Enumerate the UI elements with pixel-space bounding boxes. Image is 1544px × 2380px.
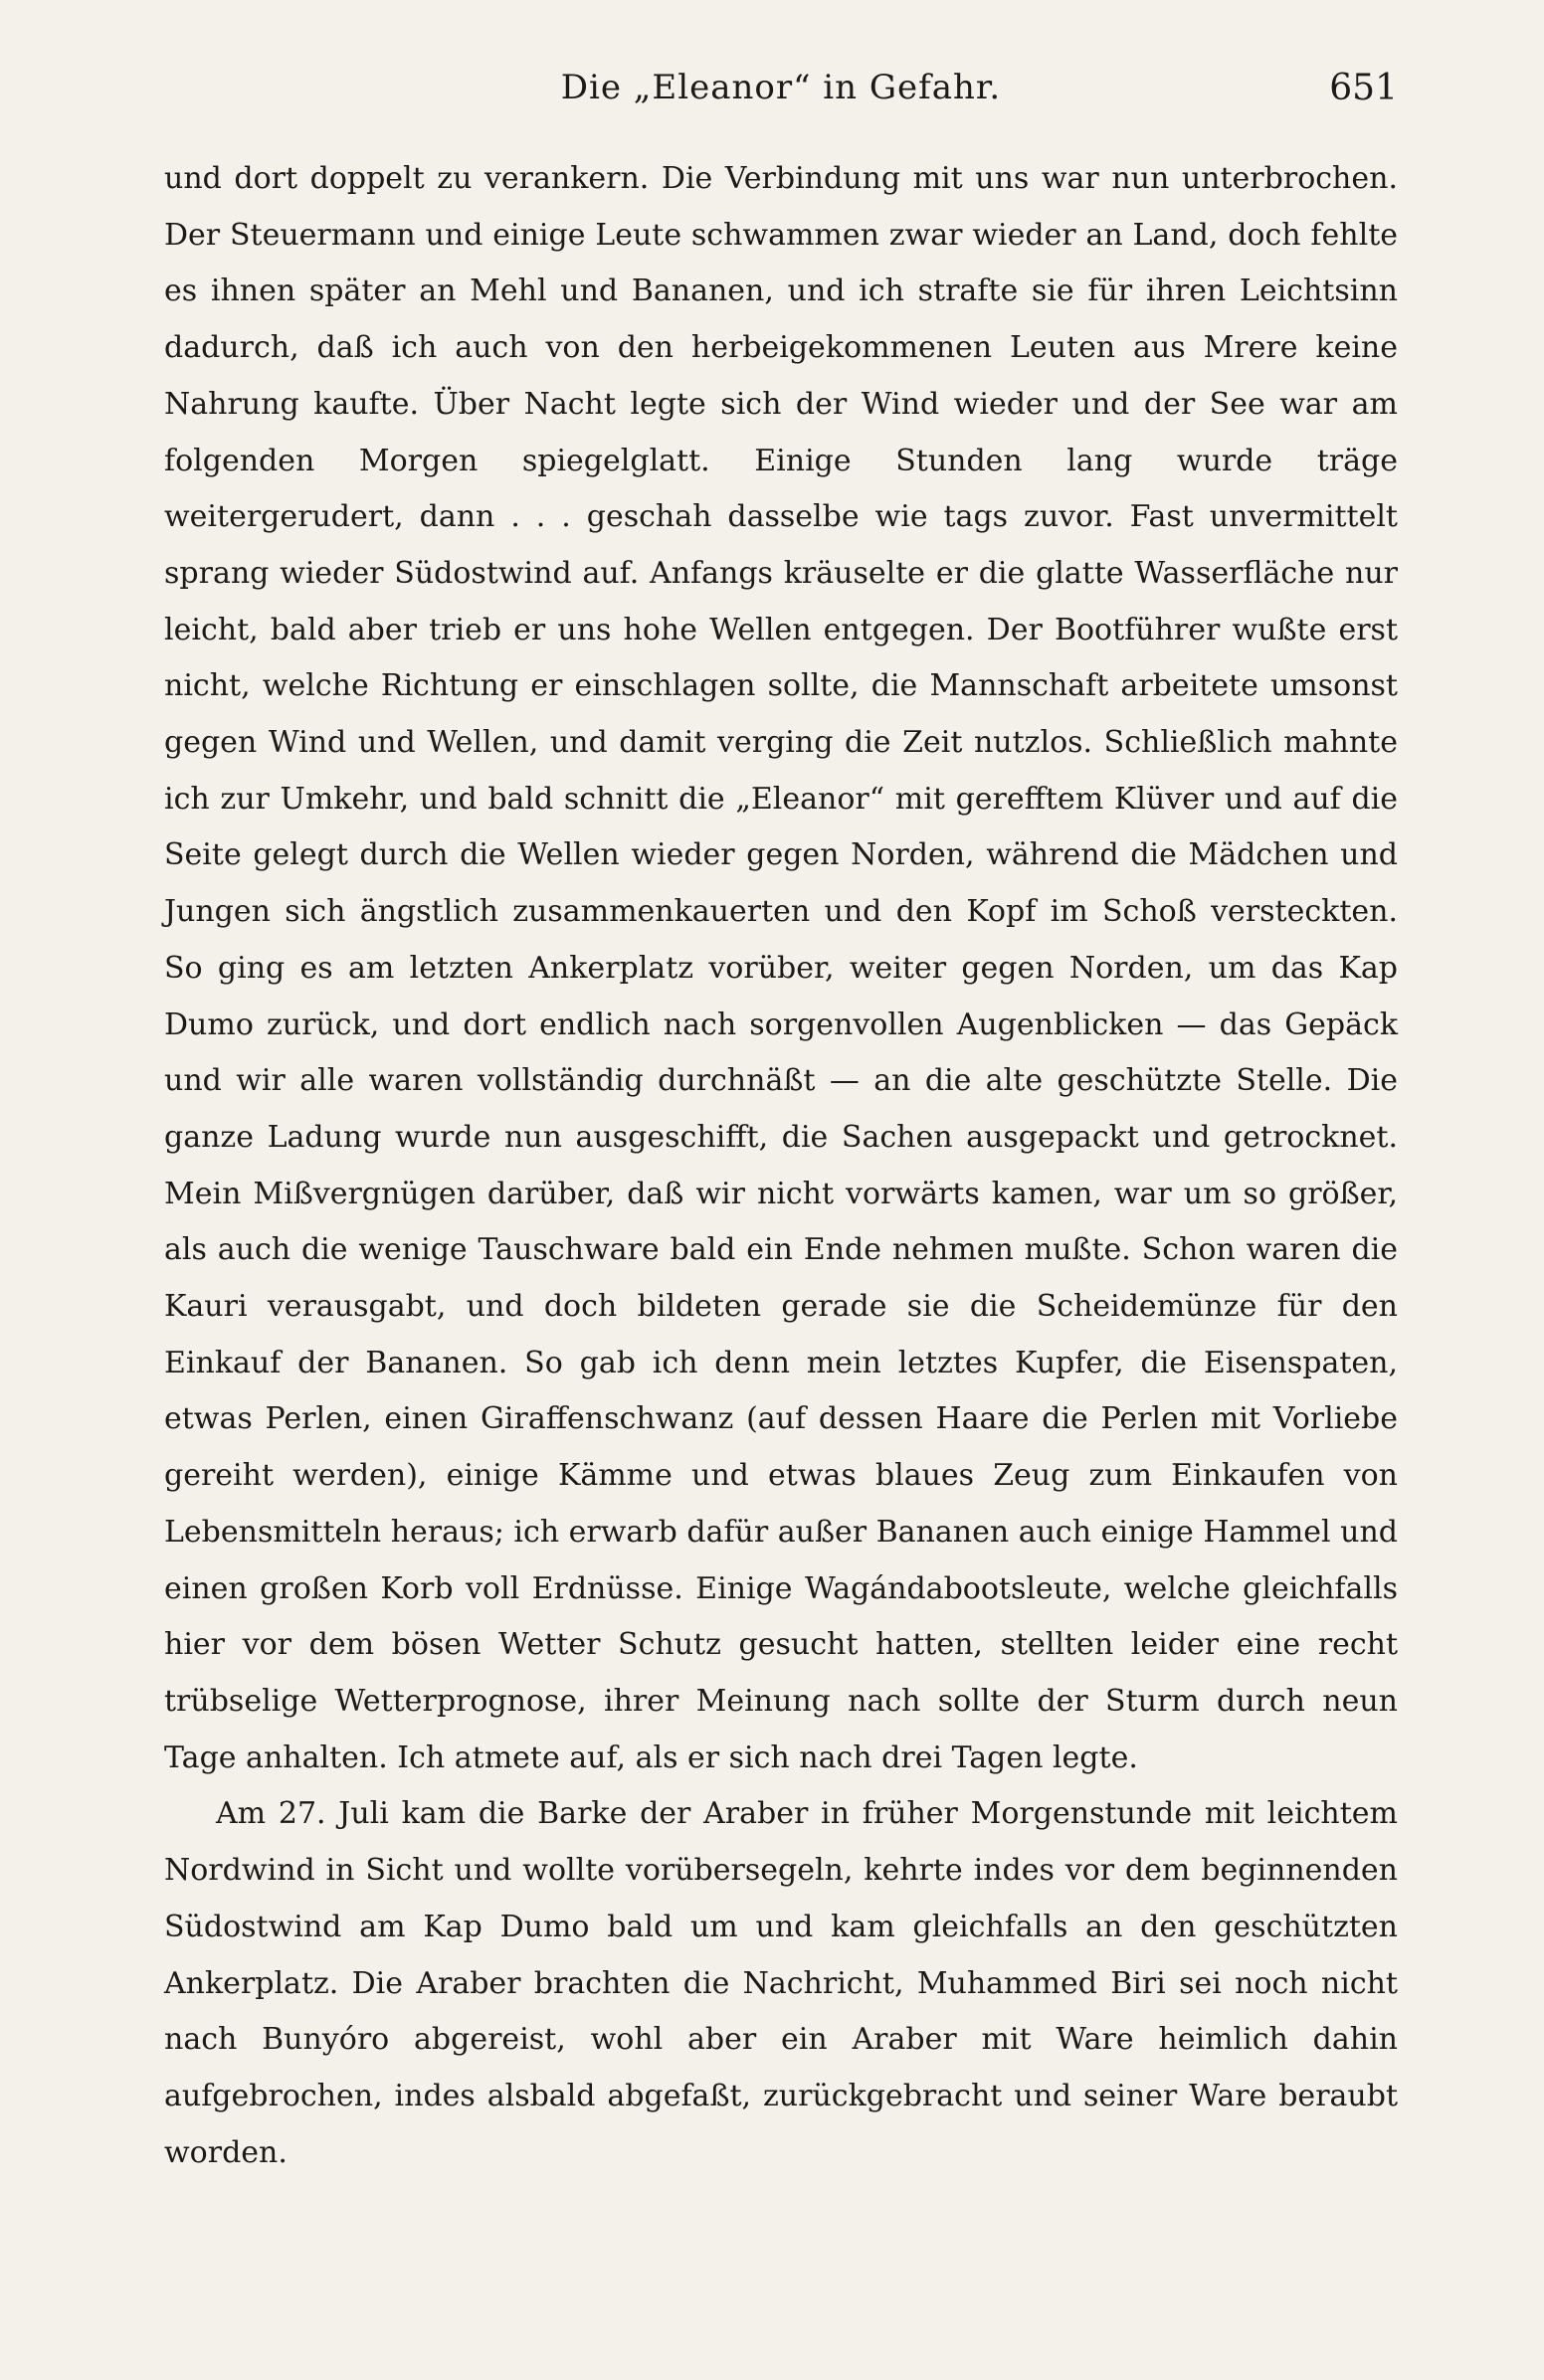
running-title: Die „Eleanor“ in Gefahr. bbox=[560, 68, 1002, 107]
page-header bbox=[164, 62, 1398, 121]
body-text bbox=[164, 151, 1398, 2181]
page-number: 651 bbox=[1329, 68, 1398, 108]
paragraph-2: Am 27. Juli kam die Barke der Araber in früher Morgenstunde mit leichtem Nordwind in Sicht und wollte vorübersegeln, kehrte indes vor dem beginnenden Südostwind am Kap Dumo bald um und kam gleichfalls an den geschützten Ankerplatz. Die Araber brachten die Nachricht, Muhammed Biri sei noch nicht nach Bunyóro abgereist, wohl aber ein Araber mit Ware heimlich dahin aufgebrochen, indes alsbald abgefaßt, zurückgebracht und seiner Ware beraubt worden. bbox=[164, 1796, 1398, 2170]
paragraph-1: und dort doppelt zu verankern. Die Verbindung mit uns war nun unterbrochen. Der Steuermann und einige Leute schwammen zwar wieder an Land, doch fehlte es ihnen später an Mehl und Bananen, und ich strafte sie für ihren Leichtsinn dadurch, daß ich auch von den herbeigekommenen Leuten aus Mrere keine Nahrung kaufte. Über Nacht legte sich der Wind wieder und der See war am folgenden Morgen spiegelglatt. Einige Stunden lang wurde träge weitergerudert, dann . . . geschah dasselbe wie tags zuvor. Fast unvermittelt sprang wieder Südostwind auf. Anfangs kräuselte er die glatte Wasserfläche nur leicht, bald aber trieb er uns hohe Wellen entgegen. Der Bootführer wußte erst nicht, welche Richtung er einschlagen sollte, die Mannschaft arbeitete umsonst gegen Wind und Wellen, und damit verging die Zeit nutzlos. Schließlich mahnte ich zur Umkehr, und bald schnitt die „Eleanor“ mit gerefftem Klüver und auf die Seite gelegt durch die Wellen wieder gegen Norden, während die Mädchen und Jungen sich ängstlich zusammenkauerten und den Kopf im Schoß versteckten. So ging es am letzten Ankerplatz vorüber, weiter gegen Norden, um das Kap Dumo zurück, und dort endlich nach sorgenvollen Augenblicken — das Gepäck und wir alle waren vollständig durchnäßt — an die alte geschützte Stelle. Die ganze Ladung wurde nun ausgeschifft, die Sachen ausgepackt und getrocknet. Mein Mißvergnügen darüber, daß wir nicht vorwärts kamen, war um so größer, als auch die wenige Tauschware bald ein Ende nehmen mußte. Schon waren die Kauri verausgabt, und doch bildeten gerade sie die Scheidemünze für den Einkauf der Bananen. So gab ich denn mein letztes Kupfer, die Eisenspaten, etwas Perlen, einen Giraffenschwanz (auf dessen Haare die Perlen mit Vorliebe gereiht werden), einige Kämme und etwas blaues Zeug zum Einkaufen von Lebensmitteln heraus; ich erwarb dafür außer Bananen auch einige Hammel und einen großen Korb voll Erdnüsse. Einige Wagándabootsleute, welche gleichfalls hier vor dem bösen Wetter Schutz gesucht hatten, stellten leider eine recht trübselige Wetterprognose, ihrer Meinung nach sollte der Sturm durch neun Tage anhalten. Ich atmete auf, als er sich nach drei Tagen legte. bbox=[164, 161, 1399, 1775]
